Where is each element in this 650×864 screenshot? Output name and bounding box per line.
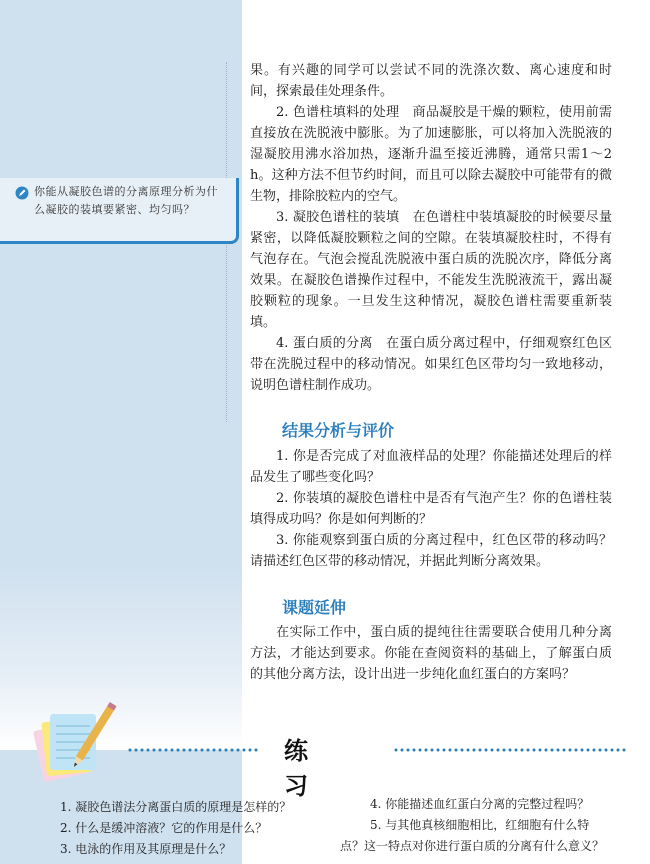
step-2-body: 商品凝胶是干燥的颗粒，使用前需直接放在洗脱液中膨胀。为了加速膨胀，可以将加入洗脱液的湿凝胶用沸水浴加热，逐渐升温至接近沸腾，通常只需1～2 h。这种方法不但节约时间，而且可以除去凝胶中可能带有的微生物，排除胶粒内的空气。 [250, 105, 612, 204]
exercise-4: 4. 你能描述血红蛋白分离的完整过程吗？ [370, 797, 590, 811]
step-4-body: 在蛋白质分离过程中，仔细观察红色区带在洗脱过程中的移动情况。如果红色区带均匀一致地移动，说明色谱柱制作成功。 [250, 336, 612, 393]
step-3-title: 3. 凝胶色谱柱的装填 [276, 210, 400, 225]
exercise-3: 3. 电泳的作用及其原理是什么？ [60, 842, 232, 856]
paragraph-step-2 [250, 102, 612, 207]
exercise-5-line-1: 5. 与其他真核细胞相比，红细胞有什么特 [370, 818, 590, 832]
step-4-title: 4. 蛋白质的分离 [276, 336, 373, 351]
step-3-body: 在色谱柱中装填凝胶的时候要尽量紧密，以降低凝胶颗粒之间的空隙。在装填凝胶柱时，不得有气泡存在。气泡会搅乱洗脱液中蛋白质的洗脱次序，降低分离效果。在凝胶色谱操作过程中，不能发生洗脱液流干，露出凝胶颗粒的现象。一旦发生这种情况，凝胶色谱柱需要重新装填。 [250, 210, 612, 330]
margin-tip-text: 你能从凝胶色谱的分离原理分析为什么凝胶的装填要紧密、均匀吗？ [34, 185, 218, 216]
dotted-rule-left [128, 747, 264, 753]
procedure-section [250, 60, 612, 396]
exercises-left-column [60, 797, 291, 860]
notepad-pencil-icon [30, 698, 120, 788]
results-question-2: 2. 你装填的凝胶色谱柱中是否有气泡产生？你的色谱柱装填得成功吗？你是如何判断的？ [250, 491, 612, 527]
extension-text: 在实际工作中，蛋白质的提纯往往需要联合使用几种分离方法，才能达到要求。你能在查阅资料的基础上，了解蛋白质的其他分离方法，设计出进一步纯化血红蛋白的方案吗？ [250, 625, 612, 682]
step-2-title: 2. 色谱柱填料的处理 [276, 105, 400, 120]
results-question-3: 3. 你能观察到蛋白质的分离过程中，红色区带的移动吗？请描述红色区带的移动情况，并据此判断分离效果。 [250, 533, 612, 569]
results-section [250, 446, 612, 572]
exercise-2: 2. 什么是缓冲溶液？它的作用是什么？ [60, 821, 268, 835]
paragraph-step-3 [250, 207, 612, 333]
extension-heading: 课题延伸 [282, 598, 347, 617]
exercise-1: 1. 凝胶色谱法分离蛋白质的原理是怎样的？ [60, 800, 292, 814]
results-heading: 结果分析与评价 [282, 421, 395, 440]
paragraph-step-4 [250, 333, 612, 396]
results-question-1: 1. 你是否完成了对血液样品的处理？你能描述处理后的样品发生了哪些变化吗？ [250, 449, 612, 485]
exercises-title: 练习 [284, 737, 334, 800]
pencil-icon [15, 186, 29, 200]
extension-section [250, 622, 612, 685]
exercises-right-column [340, 794, 605, 857]
paragraph-continuation: 果。有兴趣的同学可以尝试不同的洗涤次数、离心速度和时间，探索最佳处理条件。 [250, 63, 612, 99]
dotted-rule-right [394, 747, 630, 753]
exercise-5-line-2: 点？这一特点对你进行蛋白质的分离有什么意义？ [340, 839, 605, 853]
